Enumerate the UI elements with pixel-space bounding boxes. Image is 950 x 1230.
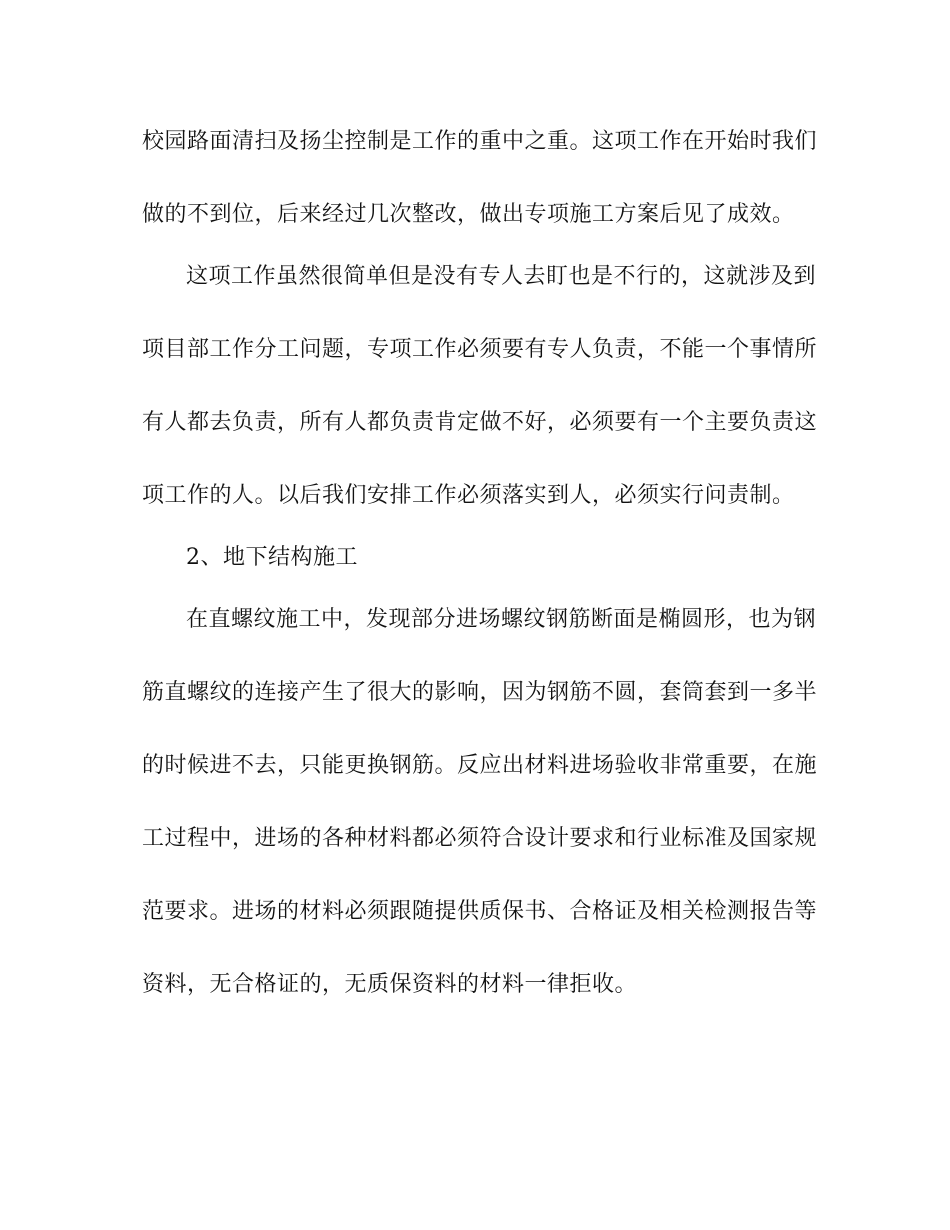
paragraph-line: 工过程中，进场的各种材料都必须符合设计要求和行业标准及国家规 [142,826,818,851]
paragraph-line: 项目部工作分工问题，专项工作必须要有专人负责，不能一个事情所 [142,337,818,362]
paragraph-line: 校园路面清扫及扬尘控制是工作的重中之重。这项工作在开始时我们 [142,129,818,154]
section-heading: 2、地下结构施工 [186,545,358,570]
paragraph-line: 做的不到位，后来经过几次整改，做出专项施工方案后见了成效。 [142,202,795,227]
paragraph-line: 筋直螺纹的连接产生了很大的影响，因为钢筋不圆，套筒套到一多半 [142,680,818,705]
paragraph-line: 这项工作虽然很简单但是没有专人去盯也是不行的，这就涉及到 [186,264,817,289]
paragraph-line: 有人都去负责，所有人都负责肯定做不好，必须要有一个主要负责这 [142,410,818,435]
paragraph-line: 范要求。进场的材料必须跟随提供质保书、合格证及相关检测报告等 [142,899,818,924]
paragraph-line: 的时候进不去，只能更换钢筋。反应出材料进场验收非常重要，在施 [142,753,818,778]
paragraph-line: 资料，无合格证的，无质保资料的材料一律拒收。 [142,972,638,997]
paragraph-line: 在直螺纹施工中，发现部分进场螺纹钢筋断面是椭圆形，也为钢 [186,607,817,632]
paragraph-line: 项工作的人。以后我们安排工作必须落实到人，必须实行问责制。 [142,483,795,508]
